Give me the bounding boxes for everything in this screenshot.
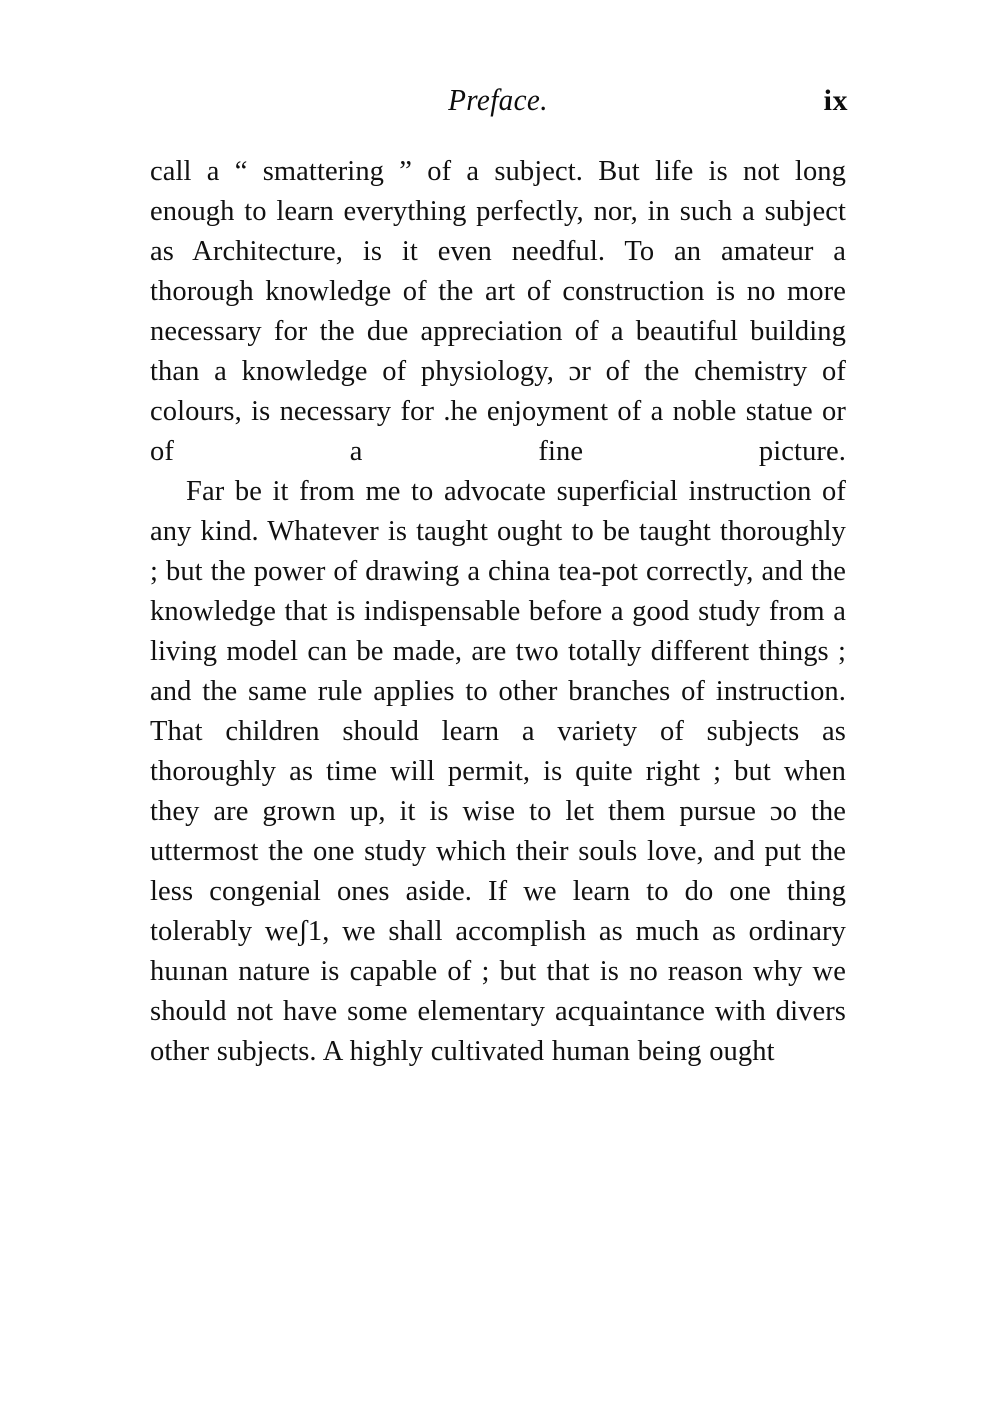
page-number: ix [823, 84, 848, 117]
paragraph: call a “ smattering ” of a subject. But life is not long enough to learn everything perfectly, nor, in such a subject as Architecture, is it even needful. To an amateur a thorough knowledge of the art of construction is no more necessary for the due appreciation of a beautiful building than a knowledge of physiology, ɔr of the chemistry of colours, is necessary for .he enjoyment of a noble statue or of a fine picture. [150, 156, 846, 467]
body-text-block [150, 152, 846, 1072]
paragraph: Far be it from me to advocate superficial instruction of any kind. Whatever is taught ought to be taught thoroughly ; but the power of drawing a china tea-pot correctly, and the knowledge that is indispensable before a good study from a living model can be made, are two totally different things ; and the same rule applies to other branches of instruction. That children should learn a variety of subjects as thoroughly as time will permit, is quite right ; but when they are grown up, it is wise to let them pursue ɔo the uttermost the one study which their souls love, and put the less congenial ones aside. If we learn to do one thing tolerably weʃ1, we shall accomplish as much as ordinary huınan nature is capable of ; but that is no reason why we should not have some elementary acquaintance with divers other subjects. A highly cultivated human being ought [150, 476, 846, 1067]
running-head [150, 82, 846, 128]
running-head-title: Preface. [448, 82, 548, 117]
